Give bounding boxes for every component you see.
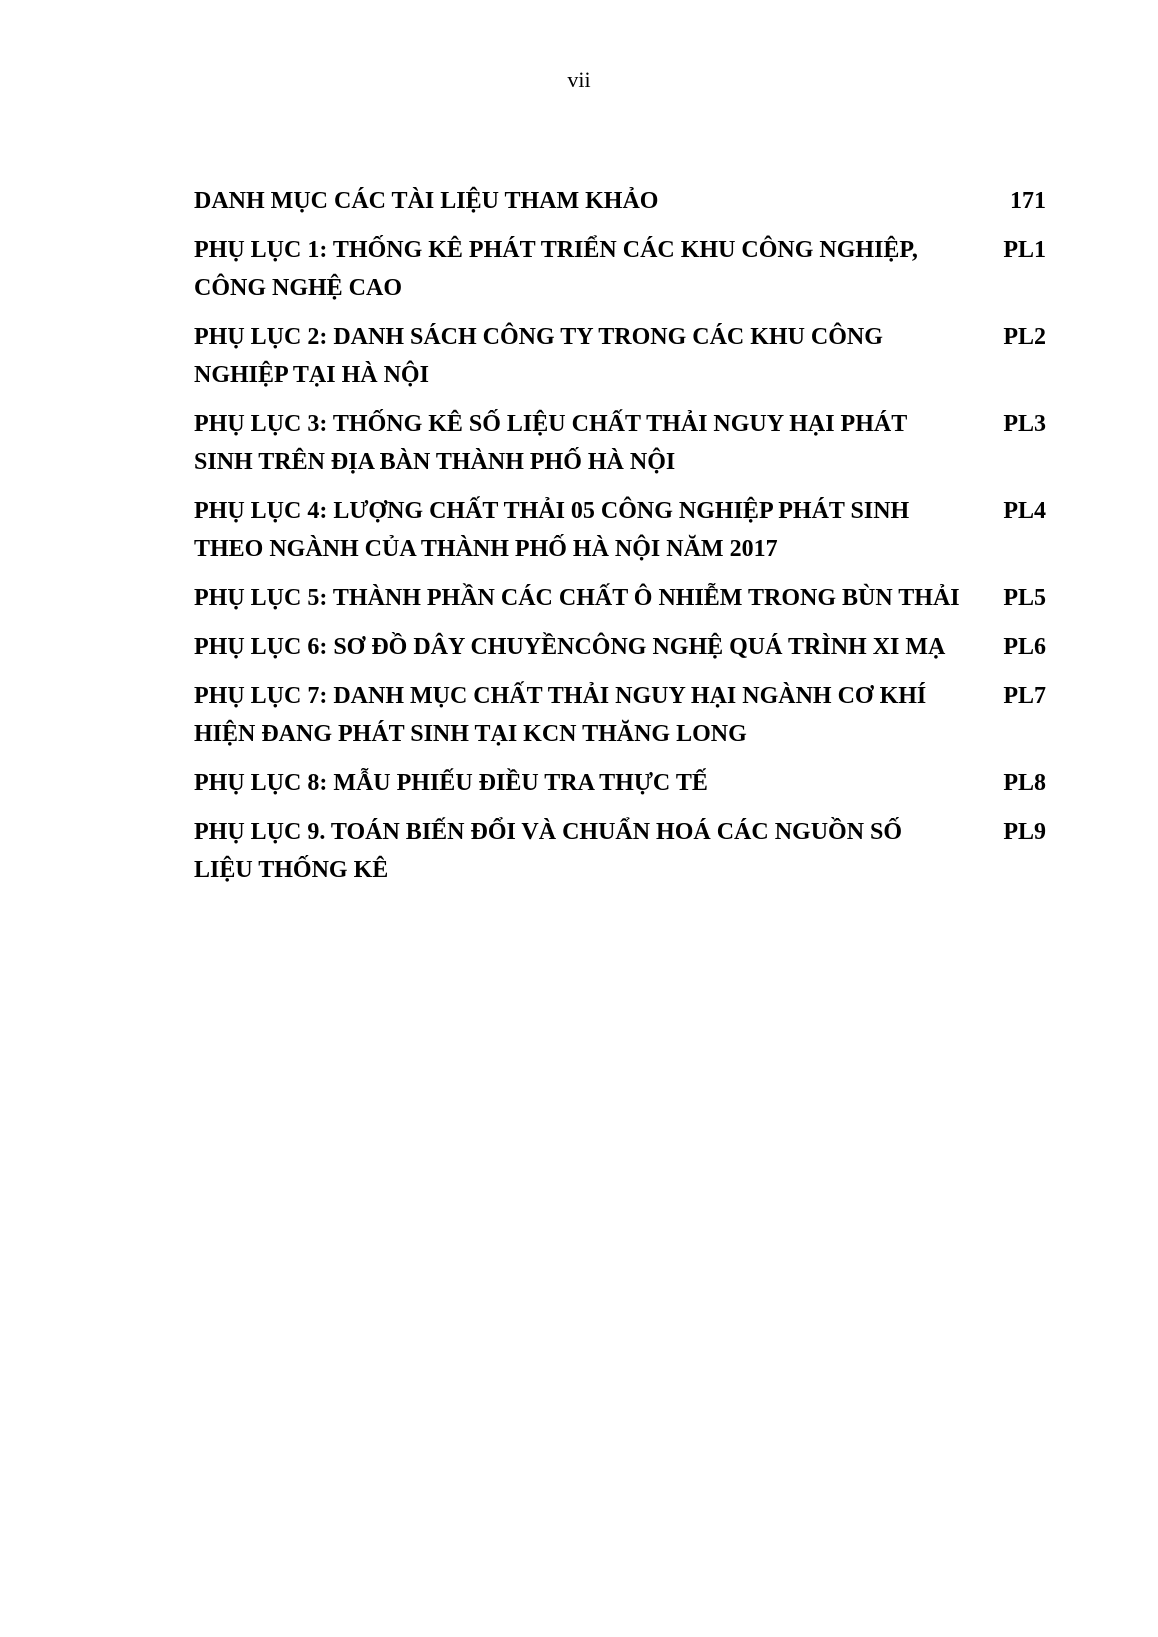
toc-entry-title: PHỤ LỤC 7: DANH MỤC CHẤT THẢI NGUY HẠI NGÀNH CƠ KHÍ HIỆN ĐANG PHÁT SINH TẠI KCN THĂNG LONG — [194, 683, 927, 747]
toc-entry-title: PHỤ LỤC 8: MẪU PHIẾU ĐIỀU TRA THỰC TẾ — [194, 770, 708, 796]
toc-entry-appendix-8[interactable] — [194, 764, 1046, 802]
toc-entry-page: PL8 — [1003, 770, 1046, 796]
toc-entry-appendix-5[interactable] — [194, 579, 1046, 617]
toc-entry-appendix-7[interactable] — [194, 677, 1046, 753]
toc-entry-title: PHỤ LỤC 1: THỐNG KÊ PHÁT TRIỂN CÁC KHU CÔNG NGHIỆP, CÔNG NGHỆ CAO — [194, 237, 918, 301]
toc-entry-appendix-6[interactable] — [194, 628, 1046, 666]
toc-entry-page: PL1 — [1003, 237, 1046, 263]
table-of-contents — [194, 182, 1046, 900]
toc-entry-page: 171 — [1010, 188, 1046, 214]
page-number: vii — [567, 67, 591, 92]
toc-entry-references[interactable] — [194, 182, 1046, 220]
toc-entry-page: PL6 — [1003, 634, 1046, 660]
toc-entry-page: PL5 — [1003, 585, 1046, 611]
toc-entry-appendix-1[interactable] — [194, 231, 1046, 307]
toc-entry-appendix-4[interactable] — [194, 492, 1046, 568]
toc-entry-appendix-2[interactable] — [194, 318, 1046, 394]
toc-entry-title: DANH MỤC CÁC TÀI LIỆU THAM KHẢO — [194, 188, 659, 214]
toc-entry-page: PL9 — [1003, 819, 1046, 845]
toc-entry-page: PL2 — [1003, 324, 1046, 350]
toc-entry-page: PL7 — [1003, 683, 1046, 709]
toc-entry-appendix-9[interactable] — [194, 813, 1046, 889]
toc-entry-title: PHỤ LỤC 5: THÀNH PHẦN CÁC CHẤT Ô NHIỄM TRONG BÙN THẢI — [194, 585, 960, 611]
toc-entry-title: PHỤ LỤC 9. TOÁN BIẾN ĐỔI VÀ CHUẨN HOÁ CÁC NGUỒN SỐ LIỆU THỐNG KÊ — [194, 819, 903, 883]
toc-entry-title: PHỤ LỤC 2: DANH SÁCH CÔNG TY TRONG CÁC KHU CÔNG NGHIỆP TẠI HÀ NỘI — [194, 324, 883, 388]
toc-entry-title: PHỤ LỤC 4: LƯỢNG CHẤT THẢI 05 CÔNG NGHIỆP PHÁT SINH THEO NGÀNH CỦA THÀNH PHỐ HÀ NỘI NĂM 2017 — [194, 498, 910, 562]
toc-entry-page: PL4 — [1003, 498, 1046, 524]
toc-entry-title: PHỤ LỤC 3: THỐNG KÊ SỐ LIỆU CHẤT THẢI NGUY HẠI PHÁT SINH TRÊN ĐỊA BÀN THÀNH PHỐ HÀ NỘI — [194, 411, 907, 475]
toc-entry-title: PHỤ LỤC 6: SƠ ĐỒ DÂY CHUYỀNCÔNG NGHỆ QUÁ TRÌNH XI MẠ — [194, 634, 946, 660]
toc-entry-appendix-3[interactable] — [194, 405, 1046, 481]
toc-entry-page: PL3 — [1003, 411, 1046, 437]
